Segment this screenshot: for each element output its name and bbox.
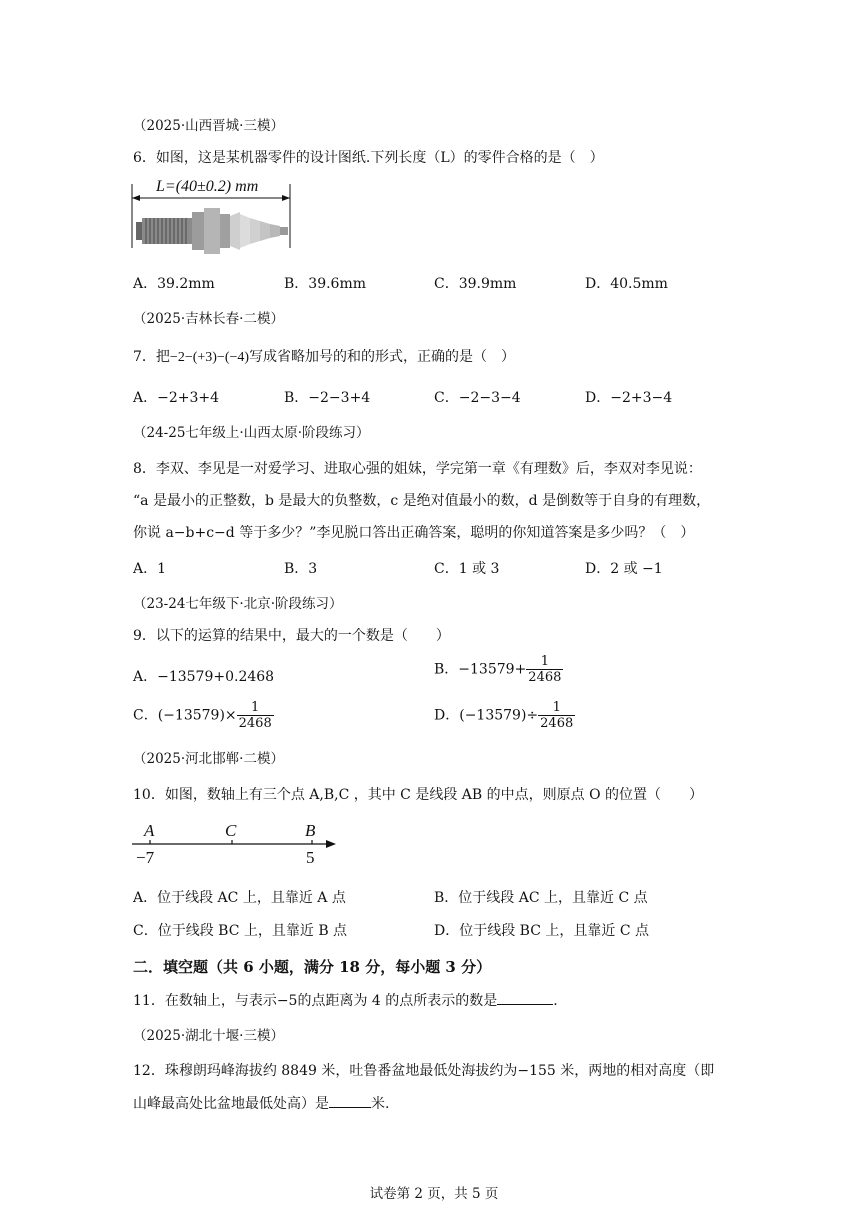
- q7-stem: [133, 346, 515, 366]
- point-c-label: C: [225, 821, 237, 840]
- q12-answer-blank[interactable]: [329, 1093, 371, 1108]
- q11-stem: 11．在数轴上，与表示−5的点距离为 4 的点所表示的数是 .: [133, 990, 558, 1010]
- q9-option-b-fraction: $\frac{1}{2468}$: [528, 654, 562, 685]
- point-b-value: 5: [306, 848, 315, 867]
- q12-source: （2025·湖北十堰·三模）: [133, 1028, 284, 1044]
- q7-option-d: D．−2+3−4: [585, 390, 673, 406]
- figure-label: L=(40±0.2) mm: [156, 178, 259, 195]
- q12-line-1: 12．珠穆朗玛峰海拔约 8849 米，吐鲁番盆地最低处海拔约为−155 米，两地的相对高度（即: [133, 1063, 715, 1079]
- q12-line-2: 山峰最高处比盆地最低处高）是 米.: [133, 1093, 389, 1113]
- q6-source: （2025·山西晋城·三模）: [133, 118, 284, 134]
- q9-option-c-expr: (−13579)×: [157, 707, 237, 724]
- q6-stem: 6．如图，这是某机器零件的设计图纸.下列长度（L）的零件合格的是（ ）: [133, 150, 604, 166]
- point-a-value: −7: [136, 848, 155, 867]
- q8-option-a: A．1: [133, 561, 167, 577]
- q7-expression: −2−(+3)−(−4): [169, 350, 250, 365]
- q7-stem-suffix: 写成省略加号的和的形式，正确的是（ ）: [249, 349, 516, 365]
- q6-option-d: D．40.5mm: [585, 276, 668, 292]
- q9-option-d-expr: (−13579)÷: [459, 707, 539, 724]
- q10-option-c: C．位于线段 BC 上，且靠近 B 点: [133, 923, 348, 939]
- q6-option-b: B．39.6mm: [284, 276, 367, 292]
- q10-stem: 10．如图，数轴上有三个点 A,B,C ，其中 C 是线段 AB 的中点，则原点 O 的位置（ ）: [133, 787, 704, 803]
- q10-option-d: D．位于线段 BC 上，且靠近 C 点: [434, 923, 649, 939]
- q8-line-3: 你说 a−b+c−d 等于多少？”李见脱口答出正确答案，聪明的你知道答案是多少吗？（ ）: [133, 525, 695, 541]
- q7-stem-prefix: 7．把: [133, 349, 170, 365]
- q7-option-b: B．−2−3+4: [284, 390, 371, 406]
- q8-option-c: C．1 或 3: [434, 561, 500, 577]
- q10-source: （2025·河北邯郸·二模）: [133, 751, 284, 767]
- section-2-heading: 二．填空题（共 6 小题，满分 18 分，每小题 3 分）: [133, 958, 492, 976]
- page-footer: 试卷第 2 页，共 5 页: [369, 1186, 499, 1202]
- q9-option-d-fraction: $\frac{1}{2468}$: [540, 700, 574, 731]
- q9-option-b-expr: −13579+: [458, 661, 527, 678]
- q9-option-c-fraction: $\frac{1}{2468}$: [238, 700, 272, 731]
- q9-source: （23-24七年级下·北京·阶段练习）: [133, 596, 343, 612]
- point-b-label: B: [305, 821, 316, 840]
- point-a-label: A: [144, 821, 155, 840]
- q10-option-b: B．位于线段 AC 上，且靠近 C 点: [434, 890, 648, 906]
- q7-source: （2025·吉林长春·二模）: [133, 311, 284, 327]
- q8-option-b: B．3: [284, 561, 318, 577]
- q8-line-1: 8．李双、李见是一对爱学习、进取心强的姐妹，学完第一章《有理数》后，李双对李见说：: [133, 461, 702, 477]
- q9-stem: 9．以下的运算的结果中，最大的一个数是（ ）: [133, 628, 450, 644]
- q6-option-c: C．39.9mm: [434, 276, 517, 292]
- q10-option-a: A．位于线段 AC 上，且靠近 A 点: [133, 890, 346, 906]
- q6-option-a: A．39.2mm: [133, 276, 215, 292]
- q8-line-2: “a 是最小的正整数，b 是最大的负整数，c 是绝对值最小的数，d 是倒数等于自身的有理数，: [133, 493, 711, 509]
- q7-option-c: C．−2−3−4: [434, 390, 521, 406]
- q7-option-a: A．−2+3+4: [133, 390, 220, 406]
- q9-option-b: B．−13579+ $\frac{1}{2468}$: [434, 654, 562, 685]
- q8-option-d: D．2 或 −1: [585, 561, 663, 577]
- q8-source: （24-25七年级上·山西太原·阶段练习）: [133, 425, 370, 441]
- q9-option-a: A．−13579+0.2468: [133, 669, 275, 685]
- number-line-figure: [126, 817, 346, 869]
- spark-plug-figure: [128, 176, 298, 256]
- q9-option-c: C．(−13579)× $\frac{1}{2468}$: [133, 700, 272, 731]
- q9-option-d: D．(−13579)÷ $\frac{1}{2468}$: [434, 700, 574, 731]
- q11-answer-blank[interactable]: [497, 990, 553, 1005]
